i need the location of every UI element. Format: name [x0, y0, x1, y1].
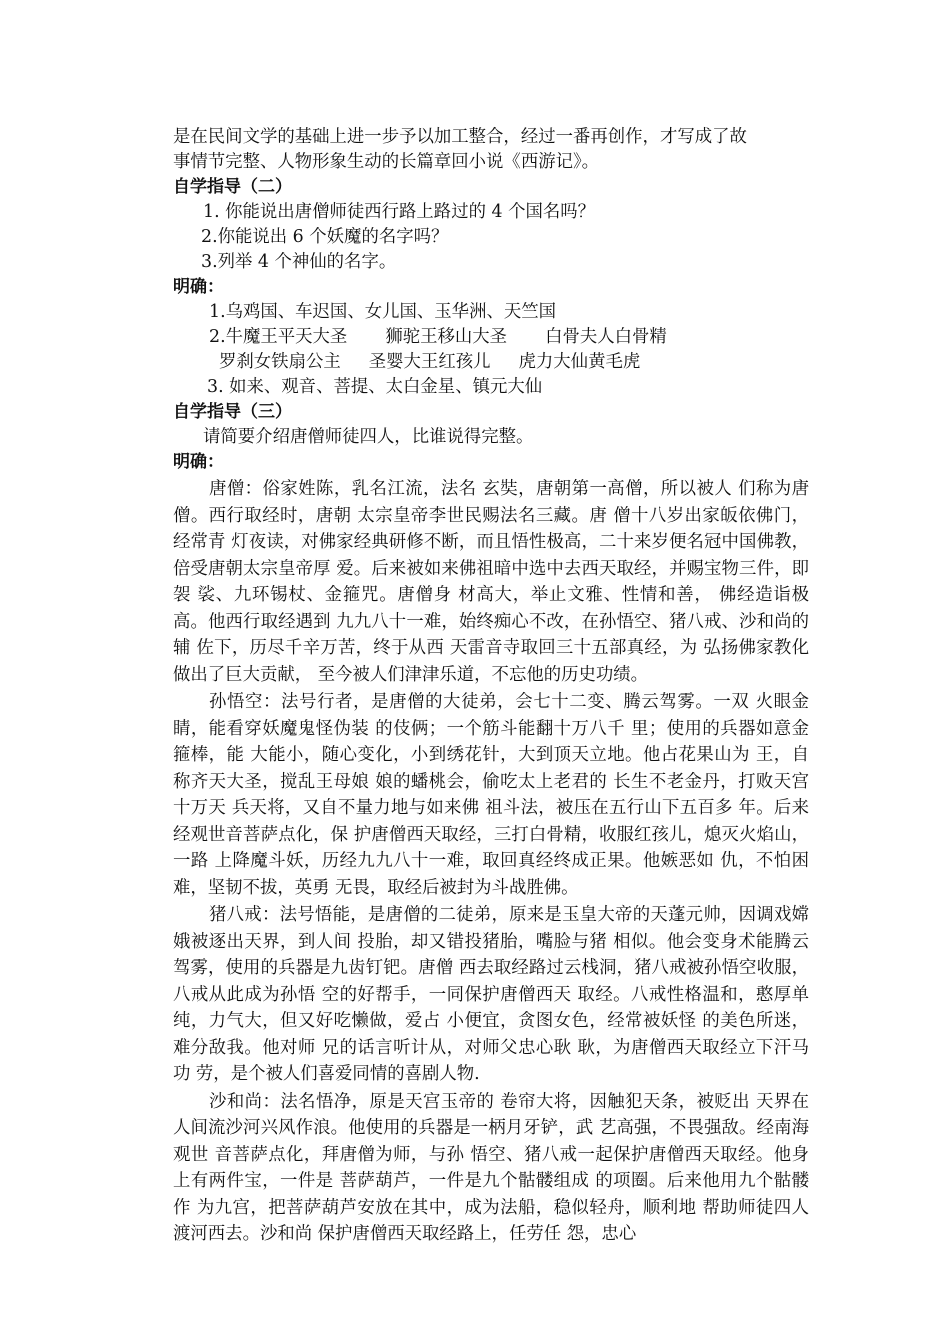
- question-3: 3.列举 4 个神仙的名字。: [201, 252, 397, 272]
- demon-1: 2.牛魔王平天大圣: [209, 327, 348, 347]
- section2-heading: 自学指导（二）: [173, 177, 292, 197]
- answer-immortals: 3. 如来、观音、菩提、太白金星、镇元大仙: [207, 377, 543, 397]
- question-1: 1. 你能说出唐僧师徒西行路上路过的 4 个国名吗？: [203, 202, 596, 222]
- paragraph-shaheshang: 沙和尚：法名悟净，原是天宫玉帝的 卷帘大将，因触犯天条，被贬出 天界在人间流沙河兴风作浪。他使用的兵器是一柄月牙铲，武 艺高强，不畏强敌。经南海观世 音菩萨点化，拜唐僧为师，与孙 悟空、猪八戒一起保护唐僧西天取经。他身上有两件宝，一件是 菩萨葫芦，一件是九个骷髅组成 的项圈。后来他用九个骷髅作 为九宫，把菩萨葫芦安放在其中，成为法船，稳似轻舟，顺利地 帮助师徒四人渡河西去。沙和尚 保护唐僧西天取经路上，任劳任 怨，忠心: [173, 1091, 809, 1244]
- demon-5: 圣婴大王红孩儿: [368, 352, 491, 372]
- answer-demons-row-2: [173, 350, 809, 375]
- paragraph-tangseng: 唐僧：俗家姓陈，乳名江流，法名 玄奘，唐朝第一高僧，所以被人 们称为唐僧。西行取经时，唐朝 太宗皇帝李世民赐法名三藏。唐 僧十八岁出家皈依佛门，经常青 灯夜读，对佛家经典研修不断，而且悟性极高，二十来岁便名冠中国佛教，倍受唐朝太宗皇帝厚 爱。后来被如来佛祖暗中选中去西天取经，并赐宝物三件，即袈 裟、九环锡杖、金箍咒。唐僧身 材高大，举止文雅、性情和善， 佛经造诣极高。他西行取经遇到 九九八十一难，始终痴心不改，在孙悟空、猪八戒、沙和尚的辅 佐下，历尽千辛万苦，终于从西 天雷音寺取回三十五部真经，为 弘扬佛家教化做出了巨大贡献， 至今被人们津津乐道，不忘他的历史功绩。: [173, 479, 809, 685]
- document-body: [173, 125, 809, 1248]
- answer-demons-row-1: [173, 325, 809, 350]
- paragraph-bajie: 猪八戒：法号悟能，是唐僧的二徒弟，原来是玉皇大帝的天蓬元帅，因调戏嫦娥被逐出天界，到人间 投胎，却又错投猪胎，嘴脸与猪 相似。他会变身术能腾云驾雾，使用的兵器是九齿钉钯。唐僧 西去取经路过云栈洞，猪八戒被孙悟空收服，八戒从此成为孙悟 空的好帮手，一同保护唐僧西天 取经。八戒性格温和，憨厚单纯，力气大，但又好吃懒做，爱占 小便宜，贪图女色，经常被妖怪 的美色所迷，难分敌我。他对师 兄的话言听计从，对师父忠心耿 耿，为唐僧西天取经立下汗马功 劳，是个被人们喜爱同情的喜剧人物.: [173, 905, 809, 1084]
- question-2: 2.你能说出 6 个妖魔的名字吗？: [201, 227, 449, 247]
- section3-task: 请简要介绍唐僧师徒四人，比谁说得完整。: [203, 427, 534, 447]
- section3-heading: 自学指导（三）: [173, 402, 292, 422]
- section2-answer-heading: 明确：: [173, 277, 224, 297]
- intro-line-2: 事情节完整、人物形象生动的长篇章回小说《西游记》。: [173, 152, 600, 172]
- demon-4: 罗刹女铁扇公主: [219, 352, 341, 372]
- section3-answer-heading: 明确：: [173, 452, 224, 472]
- answer-countries: 1.乌鸡国、车迟国、女儿国、玉华洲、天竺国: [209, 302, 557, 322]
- demon-3: 白骨夫人白骨精: [545, 327, 667, 347]
- demon-6: 虎力大仙黄毛虎: [518, 352, 641, 372]
- paragraph-wukong: 孙悟空：法号行者，是唐僧的大徒弟，会七十二变、腾云驾雾。一双 火眼金睛，能看穿妖魔鬼怪伪装 的伎俩；一个筋斗能翻十万八千 里；使用的兵器如意金箍棒，能 大能小，随心变化，小到绣花针，大到顶天立地。他占花果山为 王，自称齐天大圣，搅乱王母娘 娘的蟠桃会，偷吃太上老君的 长生不老金丹，打败天宫十万天 兵天将，又自不量力地与如来佛 祖斗法，被压在五行山下五百多 年。后来经观世音菩萨点化，保 护唐僧西天取经，三打白骨精，收服红孩儿，熄灭火焰山，一路 上降魔斗妖，历经九九八十一难，取回真经终成正果。他嫉恶如 仇，不怕困难，坚韧不拔，英勇 无畏，取经后被封为斗战胜佛。: [173, 692, 809, 898]
- demon-2: 狮驼王移山大圣: [385, 327, 508, 347]
- intro-line-1: 是在民间文学的基础上进一步予以加工整合，经过一番再创作，才写成了故: [173, 127, 747, 147]
